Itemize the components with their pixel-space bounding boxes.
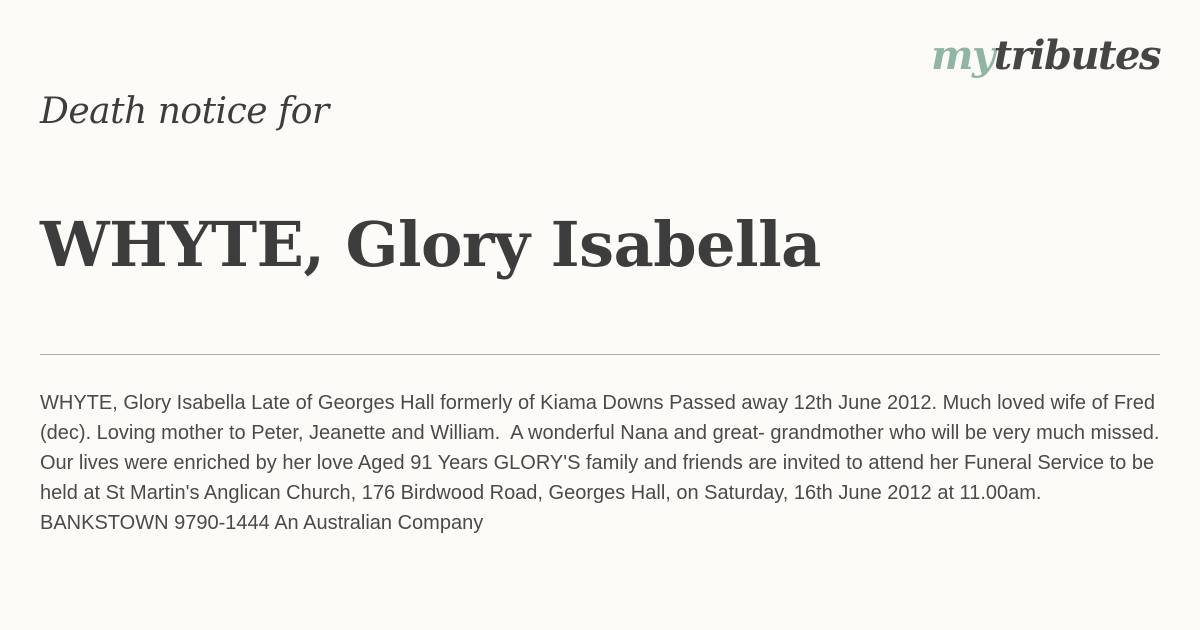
logo-part-my: my (931, 32, 994, 79)
notice-text: WHYTE, Glory Isabella Late of Georges Hall formerly of Kiama Downs Passed away 12th June 2012. Much loved wife of Fred (dec). Loving mother to Peter, Jeanette and William. A wonderful Nana and great- grandmother who will be very much missed. Our lives were enriched by her love Aged 91 Years GLORY'S family and friends are invited to attend her Funeral Service to be held at St Martin's Anglican Church, 176 Birdwood Road, Georges Hall, on Saturday, 16th June 2012 at 11.00am. BANKSTOWN 9790-1444 An Australian Company (40, 392, 1171, 534)
notice-heading: Death notice for (40, 91, 329, 132)
deceased-name: WHYTE, Glory Isabella (40, 208, 821, 281)
divider (40, 354, 1160, 355)
mytributes-logo (931, 32, 1160, 79)
logo-part-tributes: tributes (993, 32, 1160, 79)
